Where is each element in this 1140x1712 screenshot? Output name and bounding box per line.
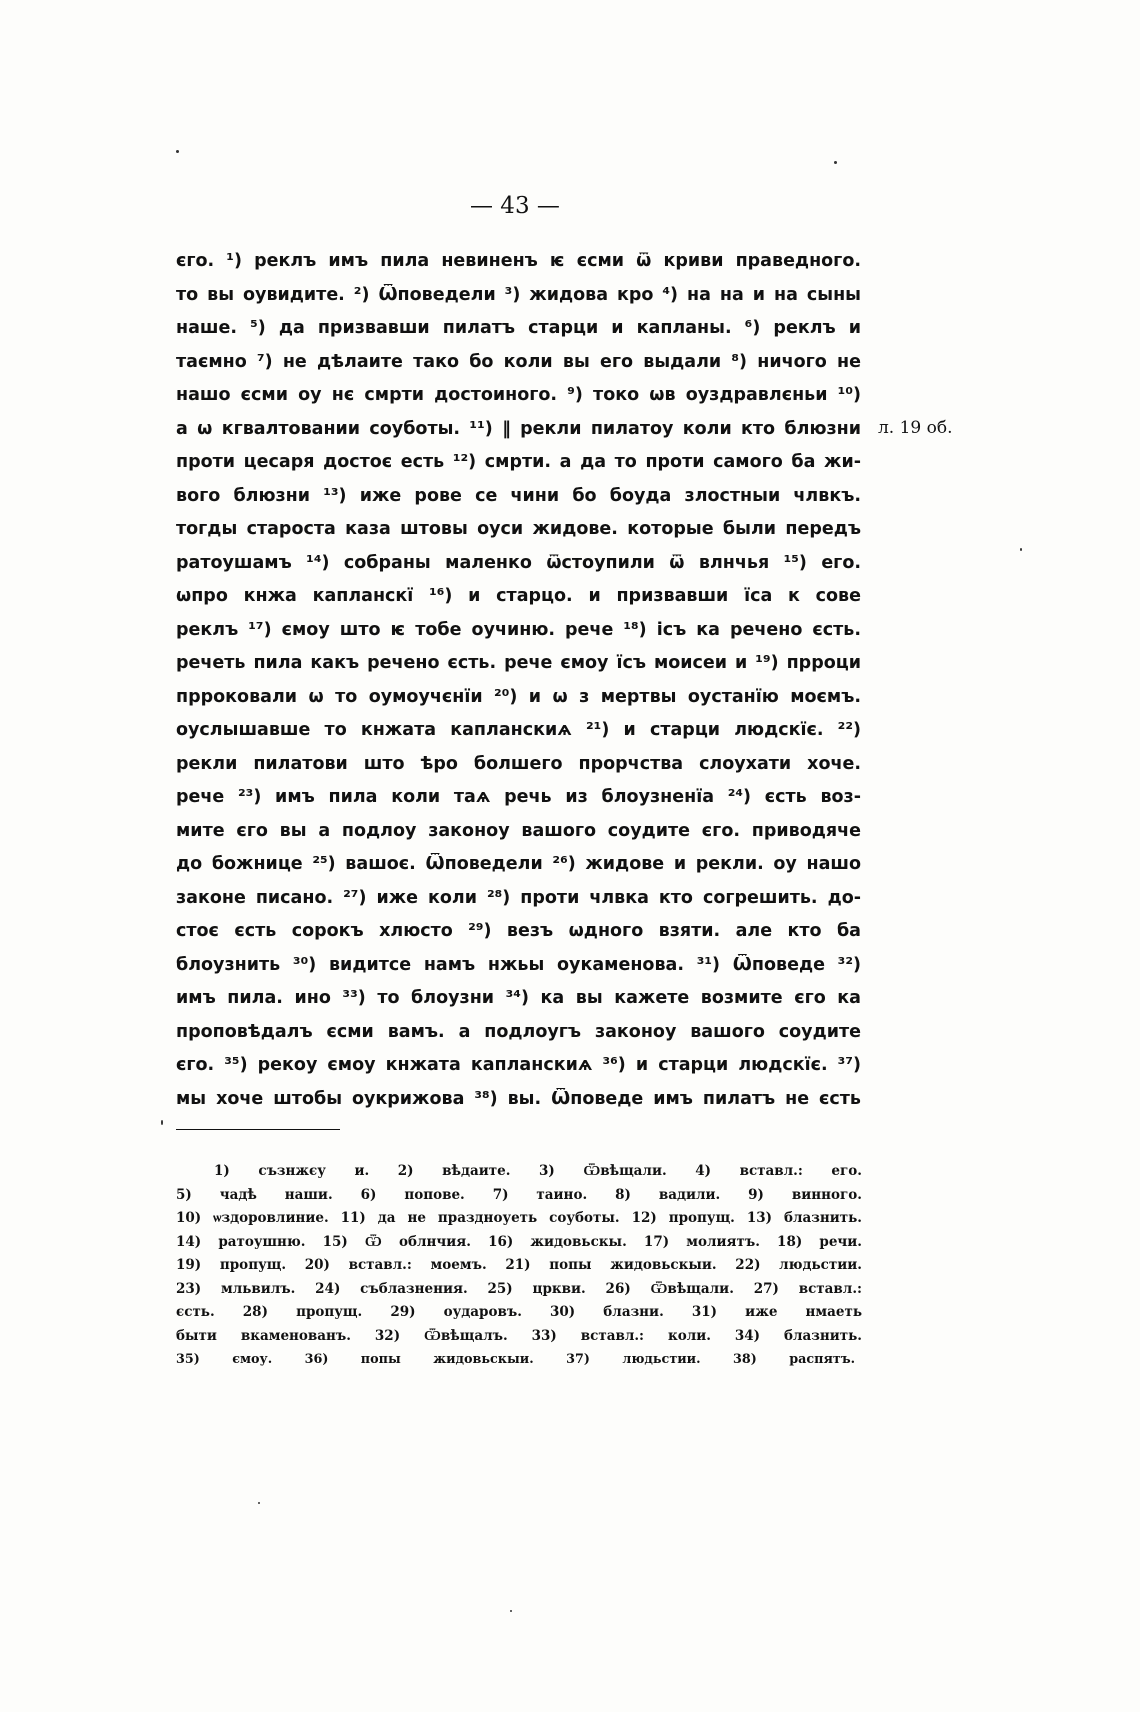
text-line: єго. ¹) реклъ имъ пила невиненъ ѥ єсми ѿ криви праведного. <box>176 251 861 271</box>
footnote-line: єсть. 28) пропущ. 29) оударовъ. 30) блазни. 31) иже нмаеть <box>176 1304 862 1320</box>
margin-folio-note: л. 19 об. <box>878 418 953 438</box>
dust-speck <box>834 161 837 164</box>
footnote-line: 14) ратоушню. 15) Ѿ облнчия. 16) жидовьскы. 17) молиятъ. 18) речи. <box>176 1233 862 1250</box>
text-line: ѡпро кнжа капланскї ¹⁶) и старцо. и призвавши їса к сове <box>176 586 861 606</box>
footnote-line: 23) мльвилъ. 24) съблазнения. 25) цркви. 26) Ѿвѣщали. 27) вставл.: <box>176 1280 862 1297</box>
footnote-line: быти вкаменованъ. 32) Ѿвѣщалъ. 33) вставл.: коли. 34) блазнить. <box>176 1327 862 1344</box>
text-line: законе писано. ²⁷) иже коли ²⁸) проти члвка кто согрешить. до- <box>176 887 861 908</box>
text-line: речеть пила какъ речено єсть. рече ємоу їсъ моисеи и ¹⁹) прроци <box>176 653 861 673</box>
footnote-separator <box>176 1129 340 1130</box>
text-line: проповѣдалъ єсми вамъ. а подлоугъ законоу вашого соудите <box>176 1021 861 1042</box>
text-line: то вы оувидите. ²) Ѿповедели ³) жидова кро ⁴) на на и на сыны <box>176 284 861 305</box>
footnote-line: 10) ѡздоровлиние. 11) да не праздноуеть соуботы. 12) пропущ. 13) блазнить. <box>176 1210 862 1226</box>
text-line: оуслышавше то кнжата капланскиѧ ²¹) и старци людскїє. ²²) <box>176 720 861 740</box>
text-line: блоузнить ³⁰) видитсе намъ нжьы оукаменова. ³¹) Ѿповеде ³²) <box>176 954 861 975</box>
dust-speck <box>510 1610 512 1612</box>
text-line: стоє єсть сорокъ хлюсто ²⁹) везъ ѡдного взяти. але кто ба <box>176 921 861 941</box>
text-line: мите єго вы а подлоу законоу вашого соудите єго. приводяче <box>176 820 861 841</box>
text-line: имъ пила. ино ³³) то блоузни ³⁴) ка вы кажете возмите єго ка <box>176 988 861 1008</box>
text-line: єго. ³⁵) рекоу ємоу кнжата капланскиѧ ³⁶) и старци людскїє. ³⁷) <box>176 1055 861 1075</box>
dust-speck <box>176 150 179 153</box>
page-number: — 43 — <box>470 193 560 219</box>
text-line: реклъ ¹⁷) ємоу што ѥ тобе оучиню. рече ¹⁸) ісъ ка речено єсть. <box>176 619 861 640</box>
footnote-line: 19) пропущ. 20) вставл.: моемъ. 21) попы жидовьскыи. 22) людьстии. <box>176 1257 862 1273</box>
text-line: тогды староста каза штовы оуси жидове. которые были передъ <box>176 519 861 539</box>
main-text <box>176 245 861 1116</box>
text-line: рече ²³) имъ пила коли таѧ речь из блоузненїа ²⁴) єсть воз- <box>176 787 861 807</box>
text-line: наше. ⁵) да призвавши пилатъ старци и капланы. ⁶) реклъ и <box>176 318 861 338</box>
text-line: нашо єсми оу нє смрти достоиного. ⁹) токо ѡв оуздравлєньи ¹⁰) <box>176 385 861 405</box>
footnote-line: 1) съзнжєу и. 2) вѣдаите. 3) Ѿвѣщали. 4) вставл.: его. <box>214 1163 862 1179</box>
text-line: вого блюзни ¹³) иже рове се чини бо боуда злостныи члвкъ. <box>176 485 861 506</box>
footnote-line: 35) ємоу. 36) попы жидовьскыи. 37) людьстии. 38) распятъ. <box>176 1352 856 1367</box>
footnotes <box>176 1160 862 1372</box>
text-line: мы хоче штобы оукрижова ³⁸) вы. Ѿповеде имъ пилатъ не єсть <box>176 1088 861 1109</box>
text-line: таємно ⁷) не дѣлаите тако бо коли вы его выдали ⁸) ничого не <box>176 351 861 372</box>
dust-speck <box>1020 548 1022 551</box>
text-line: а ѡ кгвалтовании соуботы. ¹¹) ‖ рекли пилатоу коли кто блюзни <box>176 418 861 439</box>
text-line: прроковали ѡ то оумоучєнїи ²⁰) и ѡ з мертвы оустанїю моємъ. <box>176 686 861 707</box>
text-line: ратоушамъ ¹⁴) собраны маленко ѿстоупили ѿ влнчья ¹⁵) его. <box>176 552 861 573</box>
footnote-line: 5) чадѣ наши. 6) попове. 7) таино. 8) вадили. 9) винного. <box>176 1186 862 1203</box>
text-line: до божнице ²⁵) вашоє. Ѿповедели ²⁶) жидове и рекли. оу нашо <box>176 854 861 874</box>
dust-speck <box>258 1502 260 1504</box>
text-line: рекли пилатови што ѣро болшего прорчства слоухати хоче. <box>176 753 861 774</box>
dust-speck <box>161 1120 163 1125</box>
text-line: проти цесаря достоє есть ¹²) смрти. а да то проти самого ба жи- <box>176 452 861 472</box>
